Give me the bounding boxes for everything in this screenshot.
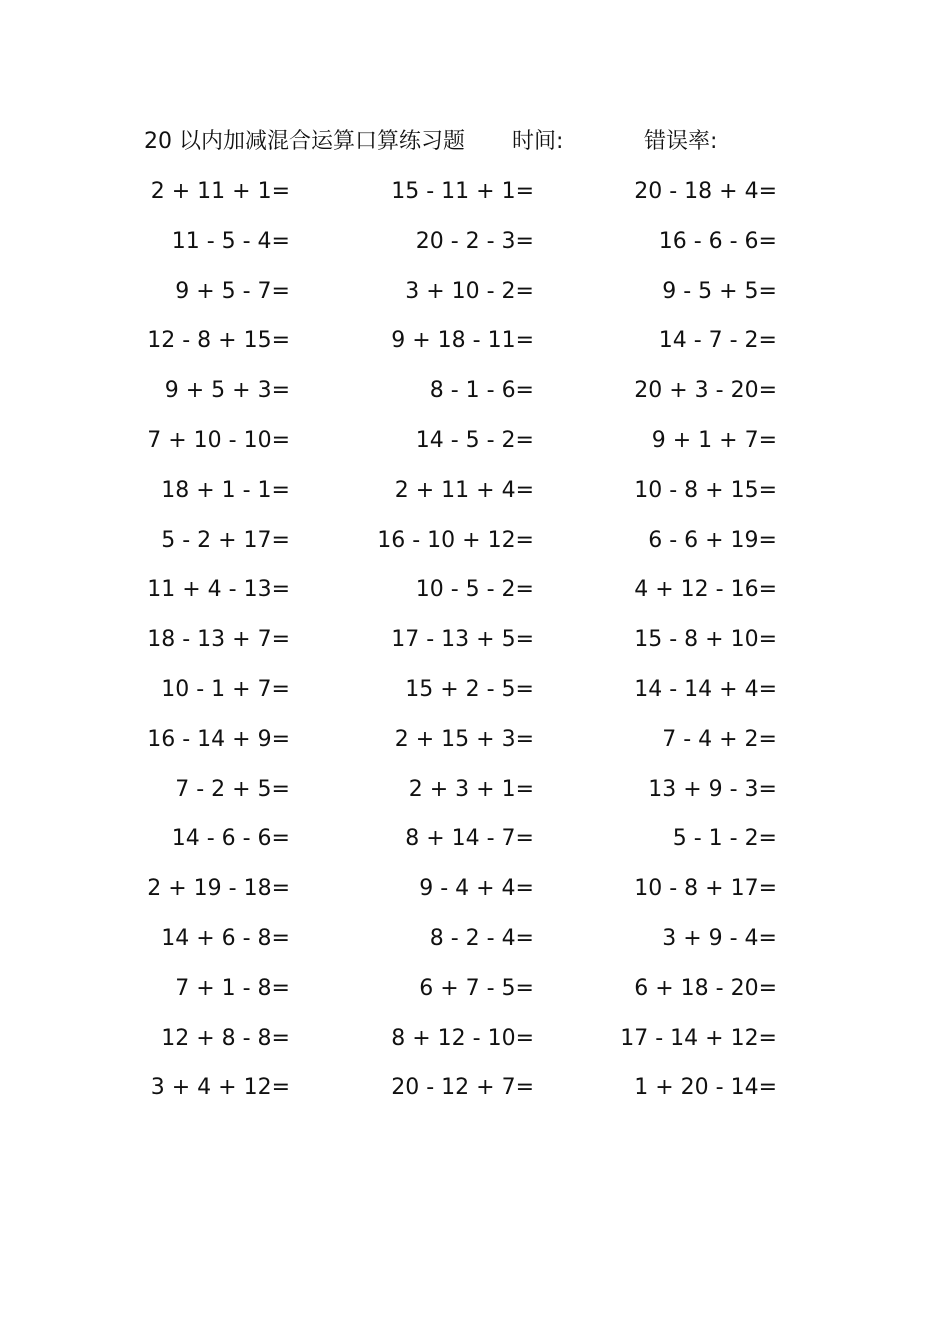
arithmetic-problem: 10 - 5 - 2= — [415, 577, 534, 603]
arithmetic-problem: 7 + 10 - 10= — [147, 427, 290, 453]
problem-row — [0, 371, 950, 421]
arithmetic-problem: 14 - 7 - 2= — [658, 328, 777, 354]
problem-grid — [0, 172, 950, 1118]
arithmetic-problem: 14 - 14 + 4= — [634, 676, 777, 702]
problem-row — [0, 1019, 950, 1069]
arithmetic-problem: 9 - 4 + 4= — [419, 876, 534, 902]
problem-row — [0, 272, 950, 322]
time-label: 时间: — [512, 129, 564, 154]
problem-row — [0, 1068, 950, 1118]
arithmetic-problem: 11 - 5 - 4= — [171, 228, 290, 254]
problem-row — [0, 521, 950, 571]
arithmetic-problem: 12 - 8 + 15= — [147, 328, 290, 354]
problem-row — [0, 172, 950, 222]
arithmetic-problem: 9 + 1 + 7= — [651, 427, 777, 453]
arithmetic-problem: 14 - 5 - 2= — [415, 427, 534, 453]
arithmetic-problem: 20 - 18 + 4= — [634, 179, 777, 204]
problem-row — [0, 471, 950, 521]
arithmetic-problem: 17 - 13 + 5= — [391, 627, 534, 653]
problem-row — [0, 321, 950, 371]
arithmetic-problem: 18 + 1 - 1= — [161, 477, 290, 503]
arithmetic-problem: 16 - 14 + 9= — [147, 726, 290, 752]
arithmetic-problem: 6 + 18 - 20= — [634, 975, 777, 1001]
arithmetic-problem: 20 - 12 + 7= — [391, 1075, 534, 1101]
arithmetic-problem: 5 - 2 + 17= — [161, 527, 290, 553]
arithmetic-problem: 10 - 1 + 7= — [161, 676, 290, 702]
problem-row — [0, 919, 950, 969]
problem-row — [0, 222, 950, 272]
problem-row — [0, 869, 950, 919]
arithmetic-problem: 3 + 9 - 4= — [662, 925, 777, 951]
arithmetic-problem: 8 + 14 - 7= — [405, 826, 534, 852]
arithmetic-problem: 20 + 3 - 20= — [634, 378, 777, 404]
problem-row — [0, 670, 950, 720]
arithmetic-problem: 2 + 15 + 3= — [394, 726, 534, 752]
problem-row — [0, 620, 950, 670]
arithmetic-problem: 17 - 14 + 12= — [620, 1025, 777, 1051]
arithmetic-problem: 6 + 7 - 5= — [419, 975, 534, 1001]
arithmetic-problem: 9 + 5 - 7= — [175, 278, 290, 304]
arithmetic-problem: 8 + 12 - 10= — [391, 1025, 534, 1051]
arithmetic-problem: 7 + 1 - 8= — [175, 975, 290, 1001]
arithmetic-problem: 15 - 11 + 1= — [391, 179, 534, 204]
arithmetic-problem: 2 + 3 + 1= — [408, 776, 534, 802]
arithmetic-problem: 3 + 10 - 2= — [405, 278, 534, 304]
arithmetic-problem: 7 - 4 + 2= — [662, 726, 777, 752]
arithmetic-problem: 15 - 8 + 10= — [634, 627, 777, 653]
arithmetic-problem: 12 + 8 - 8= — [161, 1025, 290, 1051]
arithmetic-problem: 7 - 2 + 5= — [175, 776, 290, 802]
arithmetic-problem: 16 - 10 + 12= — [377, 527, 534, 553]
arithmetic-problem: 8 - 2 - 4= — [429, 925, 534, 951]
error-rate-label: 错误率: — [644, 129, 718, 154]
arithmetic-problem: 11 + 4 - 13= — [147, 577, 290, 603]
arithmetic-problem: 10 - 8 + 17= — [634, 876, 777, 902]
problem-row — [0, 421, 950, 471]
arithmetic-problem: 2 + 11 + 1= — [150, 179, 290, 204]
arithmetic-problem: 14 + 6 - 8= — [161, 925, 290, 951]
problem-row — [0, 570, 950, 620]
problem-row — [0, 770, 950, 820]
arithmetic-problem: 9 + 5 + 3= — [164, 378, 290, 404]
arithmetic-problem: 9 - 5 + 5= — [662, 278, 777, 304]
problem-row — [0, 720, 950, 770]
problem-row — [0, 969, 950, 1019]
arithmetic-problem: 4 + 12 - 16= — [634, 577, 777, 603]
arithmetic-problem: 20 - 2 - 3= — [415, 228, 534, 254]
arithmetic-problem: 1 + 20 - 14= — [634, 1075, 777, 1101]
arithmetic-problem: 3 + 4 + 12= — [150, 1075, 290, 1101]
arithmetic-problem: 6 - 6 + 19= — [648, 527, 777, 553]
problem-row — [0, 819, 950, 869]
arithmetic-problem: 10 - 8 + 15= — [634, 477, 777, 503]
worksheet-title: 20 以内加减混合运算口算练习题 — [144, 129, 465, 154]
arithmetic-problem: 16 - 6 - 6= — [658, 228, 777, 254]
arithmetic-problem: 18 - 13 + 7= — [147, 627, 290, 653]
arithmetic-problem: 2 + 19 - 18= — [147, 876, 290, 902]
arithmetic-problem: 15 + 2 - 5= — [405, 676, 534, 702]
arithmetic-problem: 9 + 18 - 11= — [391, 328, 534, 354]
arithmetic-problem: 8 - 1 - 6= — [429, 378, 534, 404]
arithmetic-problem: 5 - 1 - 2= — [672, 826, 777, 852]
arithmetic-problem: 14 - 6 - 6= — [171, 826, 290, 852]
arithmetic-problem: 13 + 9 - 3= — [648, 776, 777, 802]
arithmetic-problem: 2 + 11 + 4= — [394, 477, 534, 503]
